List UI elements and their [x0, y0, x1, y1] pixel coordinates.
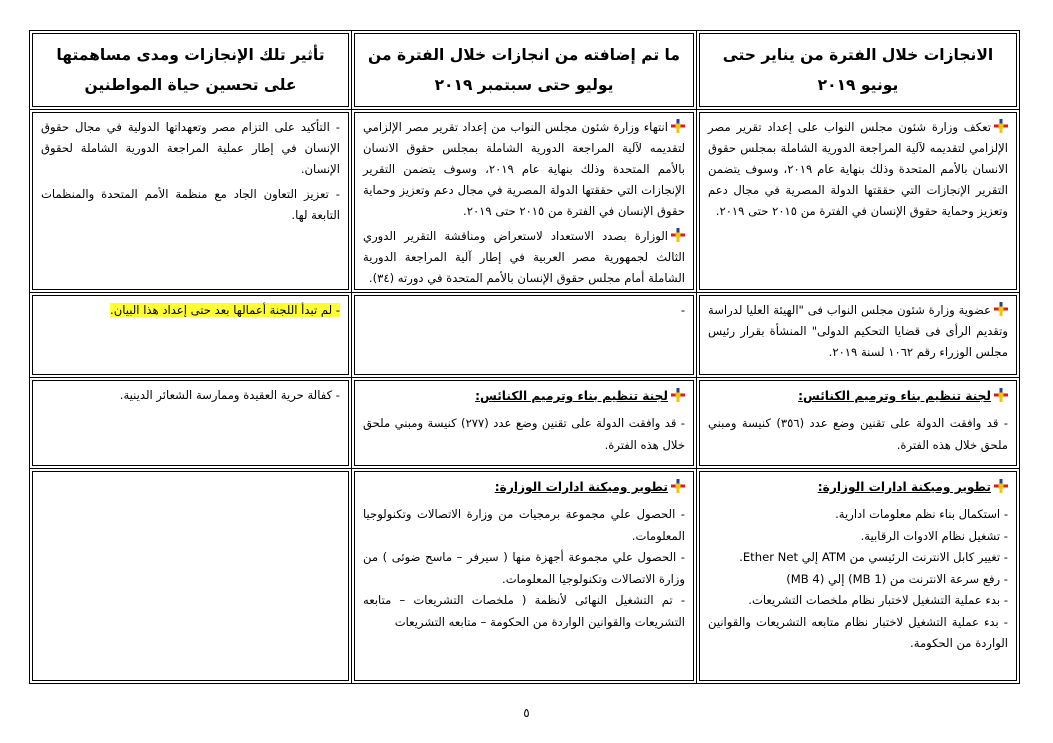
row2-col3 [30, 293, 352, 378]
header-col3 [30, 31, 352, 110]
row3-col1 [697, 378, 1020, 469]
list-item: - بدء عملية التشغيل لاختبار نظام متابعه التشريعات والقوانين الواردة من الحكومة. [708, 614, 1008, 650]
list-item: - استكمال بناء نظم معلومات ادارية. [835, 507, 1008, 521]
header-col3-text: تأثير تلك الإنجازات ومدى مساهمتها على تحسين حياة المواطنين [56, 46, 325, 94]
row3-col1-title: لجنة تنظيم بناء وترميم الكنائس: [798, 389, 991, 403]
row1-col2a-text: انتهاء وزارة شئون مجلس النواب من إعداد تقرير مصر الإلزامي لتقديمه لآلية المراجعة الدورية الشاملة بمجلس حقوق الانسان بالأمم المتحدة وذلك بنهاية عام ٢٠١٩، وسوف يتضمن التقرير الإنجازات التي حققتها الدولة المصرية في مجال دعم وتعزيز وحماية حقوق الإنسان في الفترة من ٢٠١٥ حتى ٢٠١٩. [363, 120, 685, 218]
list-item: - بدء عملية التشغيل لاختبار نظام ملخصات التشريعات. [748, 593, 1008, 607]
row2-col1 [697, 293, 1020, 378]
row4-col3 [30, 469, 352, 684]
bullet-icon [994, 387, 1008, 401]
bullet-icon [994, 119, 1008, 133]
document-page [30, 30, 1020, 684]
achievements-table [29, 30, 1020, 684]
bullet-icon [994, 478, 1008, 492]
row1-col3b-text: - تعزيز التعاون الجاد مع منظمة الأمم المتحدة والمنظمات التابعة لها. [41, 187, 340, 222]
row4-col2-title: تطوير وميكنة ادارات الوزارة: [494, 480, 668, 494]
row4-col1-title: تطوير وميكنة ادارات الوزارة: [817, 480, 991, 494]
bullet-icon [671, 478, 685, 492]
header-col2-text: ما تم إضافته من انجازات خلال الفترة من يوليو حتى سبتمبر ٢٠١٩ [368, 46, 680, 94]
list-item: - الحصول علي مجموعة أجهزة منها ( سيرفر – ماسح ضوئى ) من وزارة الاتصالات وتكنولوجيا المعلومات. [363, 550, 685, 586]
row1-col1 [697, 110, 1020, 293]
header-col1-text: الانجازات خلال الفترة من يناير حتى يونيو ٢٠١٩ [722, 46, 994, 94]
list-item: - رفع سرعة الانترنت من (1 MB) إلي (4 MB) [786, 571, 1008, 586]
row2-col1-text: عضوية وزارة شئون مجلس النواب فى "الهيئة العليا لدراسة وتقديم الرأى فى قضايا التحكيم الدولى" المنشأة بقرار رئيس مجلس الوزراء رقم ١٠٦٢ لسنة ٢٠١٩. [708, 303, 1008, 359]
table-row [30, 469, 1020, 684]
table-row [30, 293, 1020, 378]
row2-col2-text: - [680, 303, 685, 317]
table-row [30, 378, 1020, 469]
row2-col2 [352, 293, 697, 378]
row3-col2-text: - قد وافقت الدولة على تقنين وضع عدد (٢٧٧) كنيسة ومبني ملحق خلال هذه الفترة. [363, 416, 685, 452]
row1-col2b-text: الوزارة بصدد الاستعداد لاستعراض ومناقشة التقرير الدوري الثالث لجمهورية مصر العربية في إطار آلية المراجعة الدورية الشاملة أمام مجلس حقوق الإنسان بالأمم المتحدة في دورته (٣٤). [363, 229, 685, 285]
row4-col1 [697, 469, 1020, 684]
bullet-icon [671, 228, 685, 242]
page-number: ٥ [523, 706, 530, 720]
row3-col3 [30, 378, 352, 469]
header-col2 [352, 31, 697, 110]
row3-col2-title: لجنة تنظيم بناء وترميم الكنائس: [475, 389, 668, 403]
row1-col2 [352, 110, 697, 293]
list-item: - الحصول علي مجموعة برمجيات من وزارة الاتصالات وتكنولوجيا المعلومات. [363, 507, 685, 543]
row3-col2 [352, 378, 697, 469]
row1-col3 [30, 110, 352, 293]
row2-col3-highlighted-text: - لم تبدأ اللجنة أعمالها بعد حتى إعداد هذا البيان. [110, 303, 340, 317]
row4-col2 [352, 469, 697, 684]
header-col1 [697, 31, 1020, 110]
bullet-icon [994, 302, 1008, 316]
list-item: - تشغيل نظام الادوات الرقابية. [860, 528, 1008, 543]
row1-col1-text: تعكف وزارة شئون مجلس النواب على إعداد تقرير مصر الإلزامي لتقديمه لآلية المراجعة الدورية الشاملة بمجلس حقوق الانسان بالأمم المتحدة وذلك بنهاية عام ٢٠١٩، وسوف يتضمن التقرير الإنجازات التي حققتها الدولة المصرية في مجال دعم وتعزيز وحماية حقوق الإنسان في الفترة من ٢٠١٥ حتى ٢٠١٩. [708, 120, 1008, 218]
bullet-icon [671, 387, 685, 401]
row1-col3a-text: - التأكيد على التزام مصر وتعهداتها الدولية في مجال حقوق الإنسان في إطار عملية المراجعة الدورية الشاملة لحقوق الإنسان. [41, 120, 340, 176]
list-item: - تغيير كابل الانترنت الرئيسي من ATM إلي Ether Net. [739, 550, 1008, 564]
header-row [30, 31, 1020, 110]
bullet-icon [671, 119, 685, 133]
table-row [30, 110, 1020, 293]
row3-col1-text: - قد وافقت الدولة على تقنين وضع عدد (٣٥٦) كنيسة ومبني ملحق خلال هذه الفترة. [708, 416, 1008, 452]
row3-col3-text: - كفالة حرية العقيدة وممارسة الشعائر الدينية. [119, 388, 340, 402]
list-item: - تم التشغيل النهائى لأنظمة ( ملخصات التشريعات – متابعه التشريعات والقوانين الواردة من الحكومة – متابعه التشريعات [363, 593, 685, 629]
